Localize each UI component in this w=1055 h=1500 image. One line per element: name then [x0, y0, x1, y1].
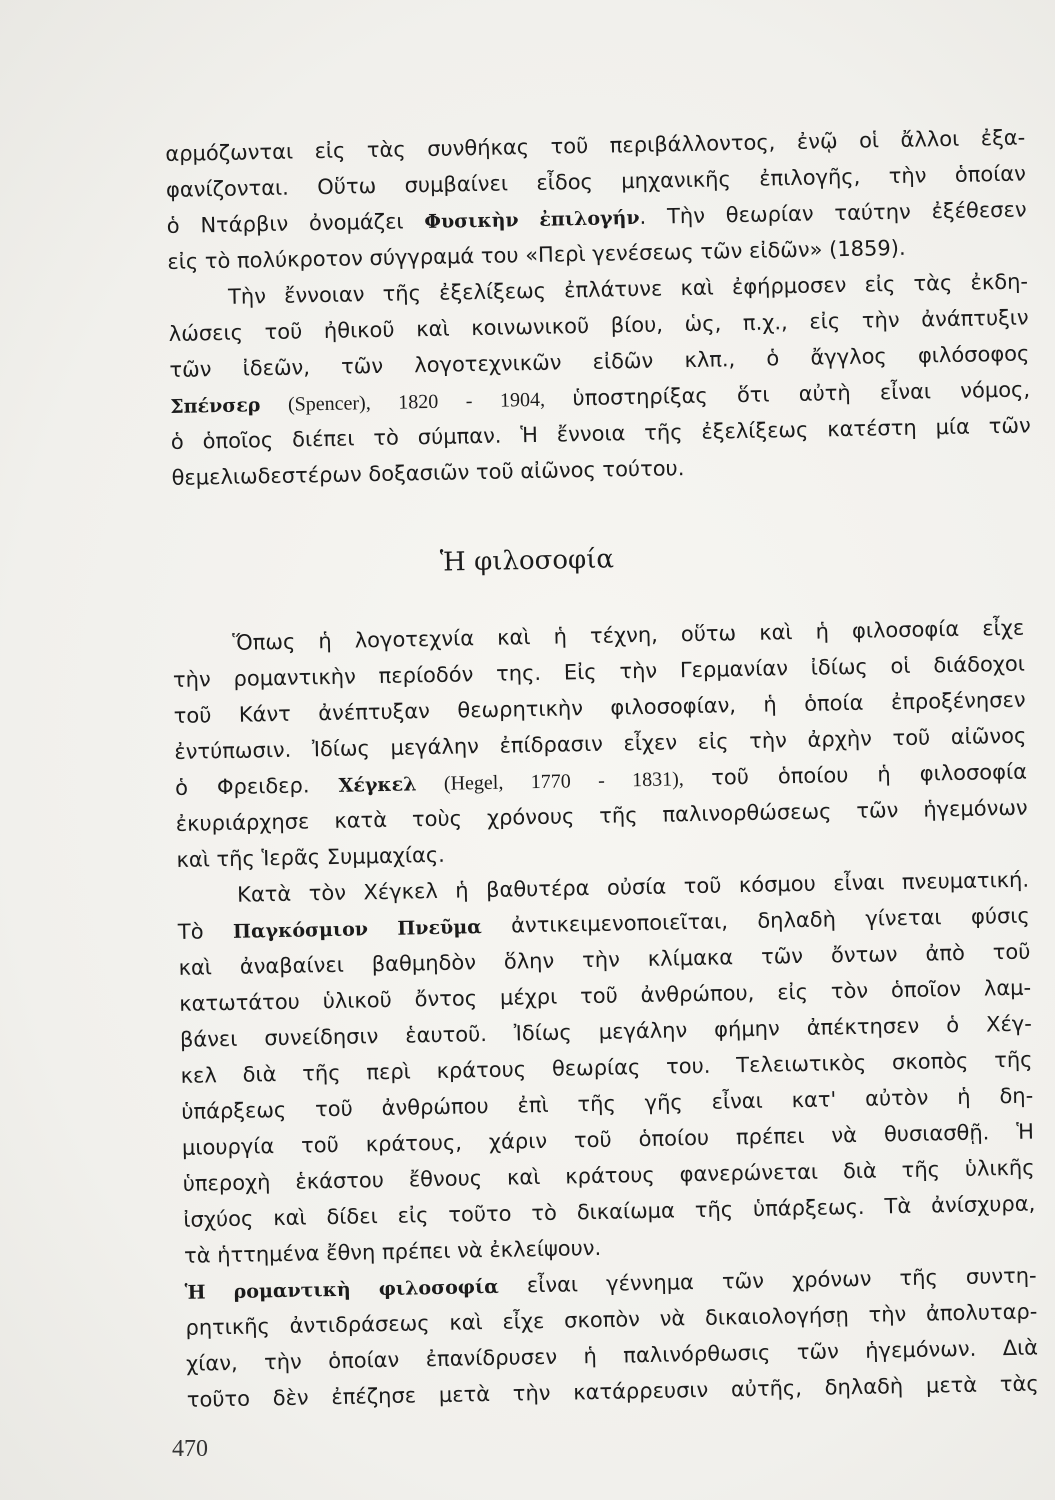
text: (Hegel, 1770 - 1831),	[416, 767, 712, 796]
text: ὁ Φρειδερ.	[174, 772, 339, 800]
section-heading: Ἡ φιλοσοφία	[439, 544, 615, 578]
text: Κατὰ τὸν Χέγκελ ἡ βαθυτέρα οὐσία τοῦ κόσμου εἶναι πνευματική.	[236, 867, 1030, 907]
text: καὶ ἀναβαίνει βαθμηδὸν ὅλην τὴν κλίμακα τῶν ὄντων ἀπὸ τοῦ	[178, 939, 1031, 980]
text: τοῦ ὁποίου ἡ φιλοσοφία	[710, 759, 1028, 790]
text: ρητικῆς ἀντιδράσεως καὶ εἶχε σκοπὸν νὰ δικαιολογήσῃ τὴν ἀπολυταρ-	[185, 1299, 1038, 1340]
page-number: 470	[172, 1436, 208, 1462]
text: ἐντύπωσιν. Ἰδίως μεγάλην ἐπίδρασιν εἶχεν εἰς τὴν ἀρχὴν τοῦ αἰῶνος	[174, 723, 1027, 764]
text: τῶν ἰδεῶν, τῶν λογοτεχνικῶν εἰδῶν κλπ., ὁ ἄγγλος φιλόσοφος	[169, 341, 1030, 382]
bold-term-romantic-philosophy: Ἡ ρομαντικὴ φιλοσοφία	[184, 1275, 500, 1304]
bold-term-spencer: Σπένσερ	[169, 394, 261, 418]
lower-text-block	[172, 610, 1039, 1418]
text: ἐκυριάρχησε κατὰ τοὺς χρόνους τῆς παλινορθώσεως τῶν ἡγεμόνων	[175, 795, 1028, 836]
text: εἰς τὸ πολύκροτον σύγγραμά του «Περὶ γενέσεως τῶν εἰδῶν» (1859).	[167, 235, 906, 274]
text: αρμόζωνται εἰς τὰς συνθήκας τοῦ περιβάλλοντος, ἐνῷ οἱ ἄλλοι ἐξα-	[165, 125, 1026, 166]
bold-term-hegel: Χέγκελ	[338, 773, 417, 797]
text: κατωτάτου ὑλικοῦ ὄντος μέχρι τοῦ ἀνθρώπου, εἰς τὸν ὁποῖον λαμ-	[179, 975, 1032, 1016]
text: ὁ Ντάρβιν ὀνομάζει	[166, 209, 425, 238]
text: Τὴν ἔννοιαν τῆς ἐξελίξεως ἐπλάτυνε καὶ ἐφήρμοσεν εἰς τὰς ἐκδη-	[227, 269, 1029, 309]
text: καὶ τῆς Ἱερᾶς Συμμαχίας.	[176, 842, 446, 872]
text: ἰσχύος καὶ δίδει εἰς τοῦτο τὸ δικαίωμα τῆς ὑπάρξεως. Τὰ ἀνίσχυρα,	[183, 1191, 1036, 1232]
text: βάνει συνείδησιν ἑαυτοῦ. Ἰδίως μεγάλην φήμην ἀπέκτησεν ὁ Χέγ-	[179, 1011, 1033, 1052]
bold-term-world-spirit: Παγκόσμιον Πνεῦμα	[232, 916, 482, 943]
text: τὴν ρομαντικὴν περίοδόν της. Εἰς τὴν Γερμανίαν ἰδίως οἱ διάδοχοι	[172, 651, 1026, 692]
text: τοῦτο δὲν ἐπέζησε μετὰ τὴν κατάρρευσιν αὐτῆς, δηλαδὴ μετὰ τὰς	[186, 1371, 1039, 1412]
text: Ὅπως ἡ λογοτεχνία καὶ ἡ τέχνη, οὕτω καὶ ἡ φιλοσοφία εἶχε	[232, 615, 1025, 655]
text: ὑπεροχὴ ἑκάστου ἔθνους καὶ κράτους φανερώνεται διὰ τῆς ὑλικῆς	[182, 1155, 1035, 1196]
text: εἶναι γέννημα τῶν χρόνων τῆς συντη-	[498, 1263, 1037, 1298]
text: Τὸ	[177, 918, 234, 944]
text: ἀντικειμενοποιεῖται, δηλαδὴ γίνεται φύσις	[481, 903, 1030, 939]
text: τοῦ Κάντ ἀνέπτυξαν θεωρητικὴν φιλοσοφίαν, ἡ ὁποία ἐπροξένησεν	[173, 687, 1026, 728]
text: ὑπάρξεως τοῦ ἀνθρώπου ἐπὶ τῆς γῆς εἶναι κατ' αὐτὸν ἡ δη-	[181, 1083, 1034, 1124]
text: λώσεις τοῦ ἠθικοῦ καὶ κοινωνικοῦ βίου, ὡς, π.χ., εἰς τὴν ἀνάπτυξιν	[168, 305, 1029, 346]
text: ὑποστηρίξας ὅτι αὐτὴ εἶναι νόμος,	[572, 377, 1031, 411]
text: φανίζονται. Οὕτω συμβαίνει εἶδος μηχανικῆς ἐπιλογῆς, τὴν ὁποίαν	[165, 161, 1027, 202]
text: χίαν, τὴν ὁποίαν ἐπανίδρυσεν ἡ παλινόρθωσις τῶν ἡγεμόνων. Διὰ	[185, 1335, 1039, 1376]
text: κελ διὰ τῆς περὶ κράτους θεωρίας του. Τελειωτικὸς σκοπὸς τῆς	[180, 1047, 1033, 1088]
text: θεμελιωδεστέρων δοξασιῶν τοῦ αἰῶνος τούτου.	[171, 456, 685, 490]
bold-term-natural-selection: Φυσικὴν ἐπιλογήν	[424, 206, 640, 234]
text: . Τὴν θεωρίαν ταύτην ἐξέθεσεν	[639, 197, 1027, 229]
text: ὁ ὁποῖος διέπει τὸ σύμπαν. Ἡ ἔννοια τῆς ἐξελίξεως κατέστη μία τῶν	[170, 413, 1031, 454]
text: (Spencer), 1820 - 1904,	[260, 388, 573, 417]
upper-text-block	[165, 119, 1032, 495]
text: μιουργία τοῦ κράτους, χάριν τοῦ ὁποίου πρέπει νὰ θυσιασθῇ. Ἡ	[181, 1119, 1035, 1160]
text: τὰ ἡττημένα ἔθνη πρέπει νὰ ἐκλείψουν.	[183, 1235, 602, 1268]
